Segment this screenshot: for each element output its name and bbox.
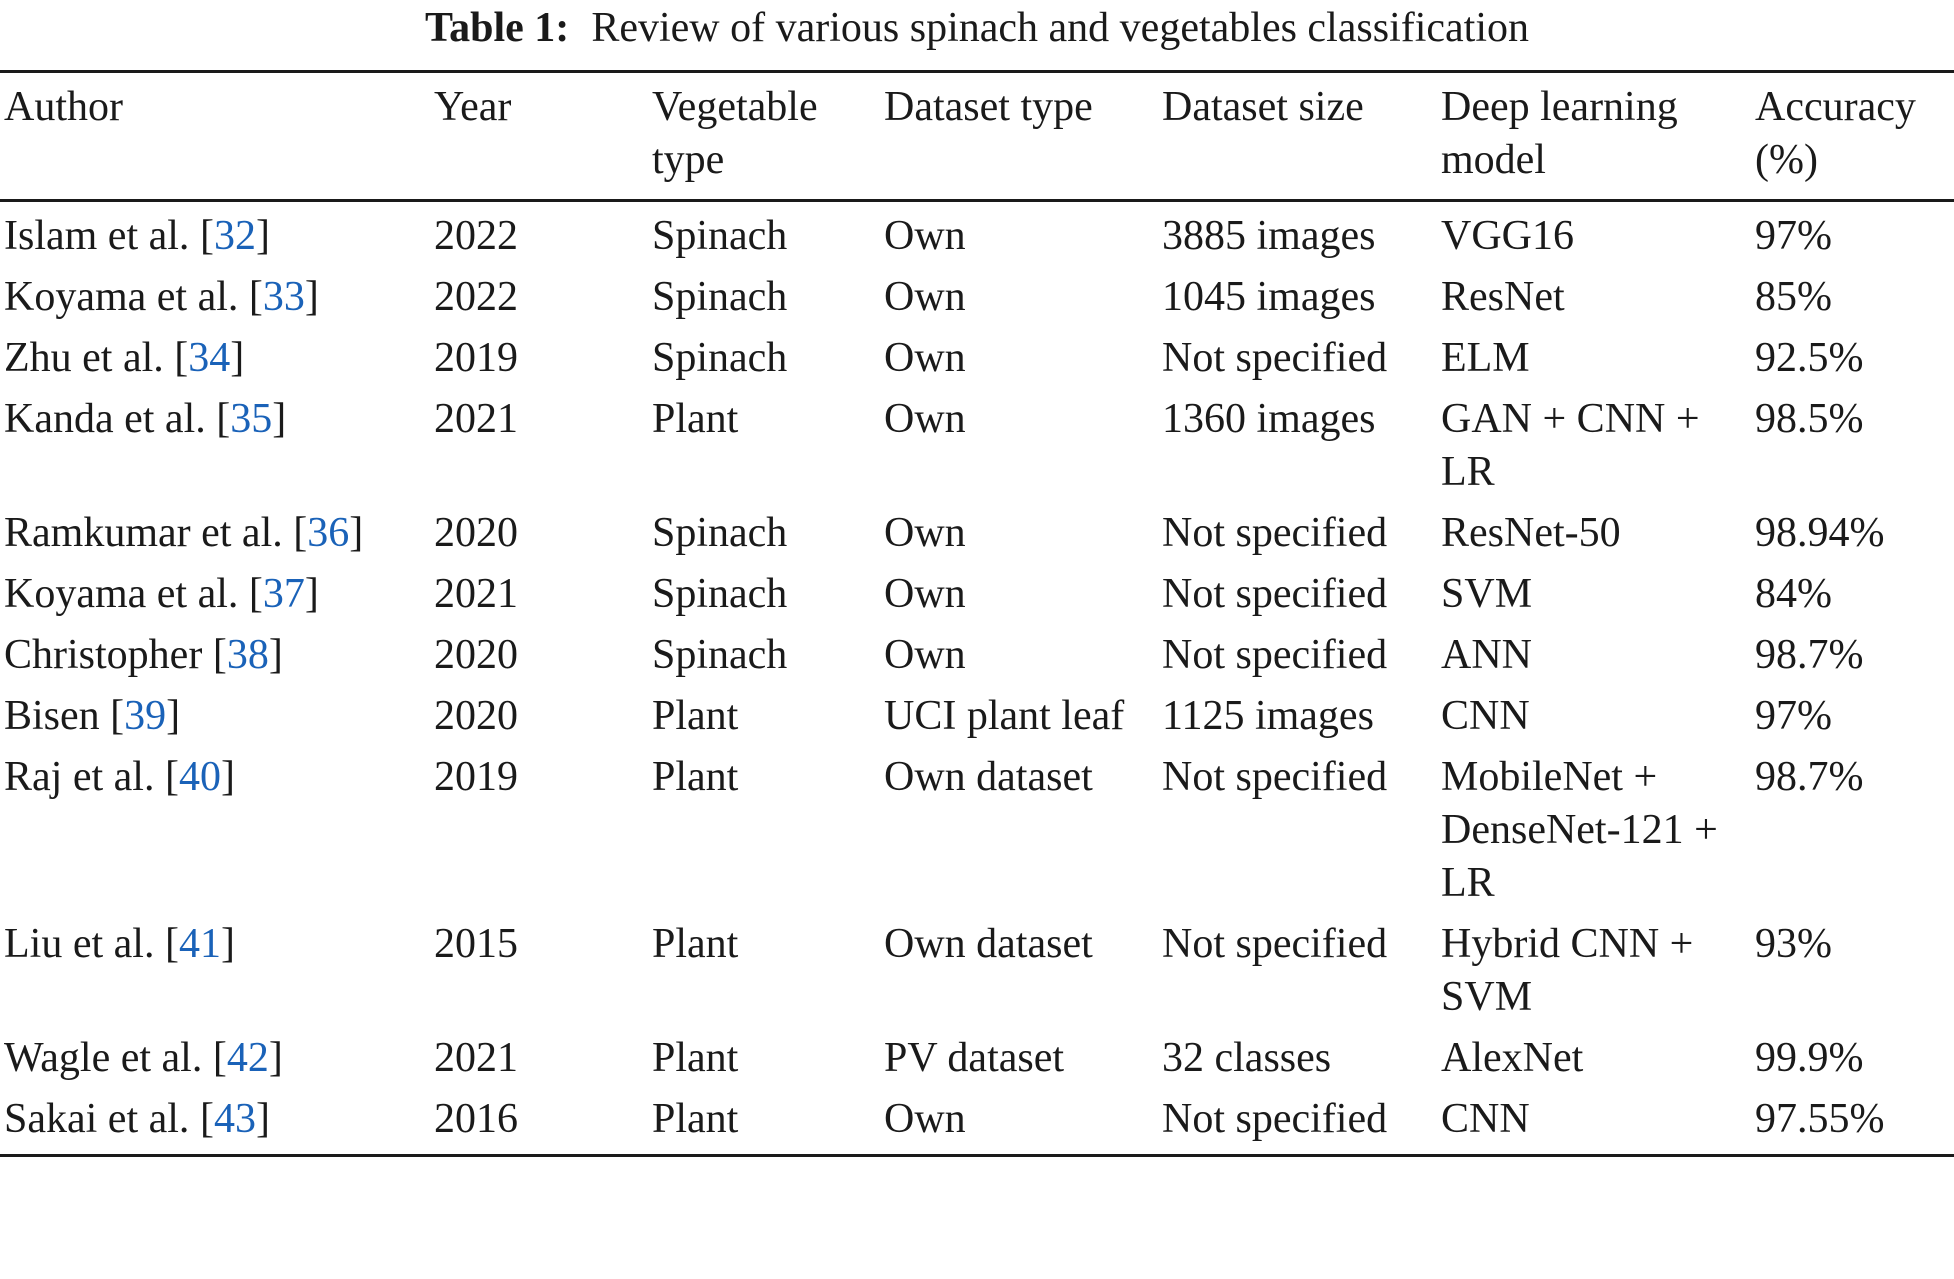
table-body: [0, 201, 1954, 1156]
column-header-dataset-size: Dataset size: [1162, 84, 1364, 130]
accuracy-cell: 85%: [1755, 274, 1832, 320]
dataset-type-cell: Own: [884, 510, 966, 556]
vegetable-type-cell: Spinach: [652, 510, 788, 556]
year-cell: 2021: [434, 396, 518, 442]
table-row: [0, 393, 1954, 507]
accuracy-cell: 98.7%: [1755, 754, 1864, 800]
vegetable-type-cell: Plant: [652, 1035, 739, 1081]
author-cell: Bisen [39]: [4, 693, 181, 739]
accuracy-cell: 98.5%: [1755, 396, 1864, 442]
author-name: Koyama et al.: [4, 274, 239, 320]
dataset-type-cell: Own: [884, 335, 966, 381]
author-name: Wagle et al.: [4, 1035, 203, 1081]
author-name: Bisen: [4, 693, 100, 739]
year-cell: 2019: [434, 754, 518, 800]
vegetable-type-cell: Plant: [652, 396, 739, 442]
author-name: Zhu et al.: [4, 335, 164, 381]
dataset-type-cell: Own: [884, 213, 966, 259]
model-cell: ResNet-50: [1441, 510, 1621, 556]
year-cell: 2016: [434, 1096, 518, 1142]
accuracy-cell: 84%: [1755, 571, 1832, 617]
dataset-size-cell: 1125 images: [1162, 693, 1374, 739]
author-cell: Koyama et al. [33]: [4, 274, 319, 320]
table-row: [0, 1093, 1954, 1156]
dataset-type-cell: Own dataset: [884, 921, 1093, 967]
reference-link[interactable]: 38: [226, 632, 269, 678]
author-cell: Raj et al. [40]: [4, 754, 235, 800]
table-row: [0, 201, 1954, 272]
year-cell: 2022: [434, 274, 518, 320]
vegetable-type-cell: Plant: [652, 693, 739, 739]
dataset-size-cell: 1360 images: [1162, 396, 1376, 442]
reference-link[interactable]: 32: [213, 213, 256, 259]
review-table-container: [0, 70, 1954, 1157]
accuracy-cell: 97.55%: [1755, 1096, 1885, 1142]
year-cell: 2015: [434, 921, 518, 967]
accuracy-cell: 98.94%: [1755, 510, 1885, 556]
model-cell: AlexNet: [1441, 1035, 1584, 1081]
year-cell: 2020: [434, 632, 518, 678]
model-cell: MobileNet + DenseNet-121 + LR: [1441, 754, 1718, 906]
table-row: [0, 271, 1954, 332]
reference-link[interactable]: 43: [213, 1096, 256, 1142]
reference-link[interactable]: 39: [124, 693, 167, 739]
model-cell: Hybrid CNN + SVM: [1441, 921, 1694, 1020]
year-cell: 2021: [434, 1035, 518, 1081]
table-row: [0, 751, 1954, 918]
reference-link[interactable]: 34: [188, 335, 231, 381]
model-cell: SVM: [1441, 571, 1533, 617]
reference-link[interactable]: 33: [262, 274, 305, 320]
table-row: [0, 568, 1954, 629]
reference-link[interactable]: 40: [178, 754, 221, 800]
vegetable-type-cell: Plant: [652, 1096, 739, 1142]
dataset-size-cell: Not specified: [1162, 1096, 1388, 1142]
reference-link[interactable]: 41: [178, 921, 221, 967]
author-name: Raj et al.: [4, 754, 155, 800]
table-row: [0, 1032, 1954, 1093]
model-cell: GAN + CNN + LR: [1441, 396, 1700, 495]
accuracy-cell: 92.5%: [1755, 335, 1864, 381]
vegetable-type-cell: Plant: [652, 754, 739, 800]
accuracy-cell: 93%: [1755, 921, 1832, 967]
dataset-size-cell: Not specified: [1162, 510, 1388, 556]
dataset-type-cell: Own: [884, 571, 966, 617]
model-cell: ResNet: [1441, 274, 1565, 320]
table-row: [0, 332, 1954, 393]
vegetable-type-cell: Spinach: [652, 571, 788, 617]
table-header-row: [0, 72, 1954, 201]
review-table: [0, 70, 1954, 1157]
dataset-type-cell: Own dataset: [884, 754, 1093, 800]
author-cell: Ramkumar et al. [36]: [4, 510, 364, 556]
year-cell: 2020: [434, 693, 518, 739]
dataset-size-cell: Not specified: [1162, 921, 1388, 967]
dataset-type-cell: Own: [884, 632, 966, 678]
author-cell: Christopher [38]: [4, 632, 283, 678]
vegetable-type-cell: Spinach: [652, 632, 788, 678]
vegetable-type-cell: Spinach: [652, 274, 788, 320]
dataset-size-cell: Not specified: [1162, 632, 1388, 678]
author-cell: Liu et al. [41]: [4, 921, 235, 967]
dataset-type-cell: Own: [884, 274, 966, 320]
vegetable-type-cell: Spinach: [652, 335, 788, 381]
accuracy-cell: 97%: [1755, 213, 1832, 259]
model-cell: VGG16: [1441, 213, 1574, 259]
author-cell: Wagle et al. [42]: [4, 1035, 283, 1081]
model-cell: ANN: [1441, 632, 1532, 678]
accuracy-cell: 97%: [1755, 693, 1832, 739]
reference-link[interactable]: 37: [262, 571, 305, 617]
model-cell: CNN: [1441, 1096, 1530, 1142]
table-caption: [0, 0, 1954, 56]
column-header-deep-learning-model: Deep learning model: [1441, 84, 1678, 183]
year-cell: 2021: [434, 571, 518, 617]
vegetable-type-cell: Plant: [652, 921, 739, 967]
author-name: Kanda et al.: [4, 396, 206, 442]
table-row: [0, 690, 1954, 751]
reference-link[interactable]: 42: [226, 1035, 269, 1081]
dataset-type-cell: UCI plant leaf: [884, 693, 1125, 739]
column-header-accuracy: Accuracy (%): [1755, 84, 1916, 183]
author-cell: Islam et al. [32]: [4, 213, 270, 259]
year-cell: 2020: [434, 510, 518, 556]
table-row: [0, 918, 1954, 1032]
accuracy-cell: 99.9%: [1755, 1035, 1864, 1081]
reference-link[interactable]: 36: [307, 510, 350, 556]
author-cell: Koyama et al. [37]: [4, 571, 319, 617]
author-name: Sakai et al.: [4, 1096, 190, 1142]
column-header-author: Author: [4, 84, 123, 130]
dataset-type-cell: Own: [884, 396, 966, 442]
year-cell: 2019: [434, 335, 518, 381]
author-cell: Zhu et al. [34]: [4, 335, 245, 381]
model-cell: CNN: [1441, 693, 1530, 739]
reference-link[interactable]: 35: [230, 396, 273, 442]
dataset-size-cell: 3885 images: [1162, 213, 1376, 259]
author-name: Christopher: [4, 632, 203, 678]
dataset-size-cell: 32 classes: [1162, 1035, 1332, 1081]
table-row: [0, 629, 1954, 690]
dataset-size-cell: 1045 images: [1162, 274, 1376, 320]
table-caption-label: Table 1:: [424, 5, 570, 51]
column-header-year: Year: [434, 84, 512, 130]
dataset-type-cell: Own: [884, 1096, 966, 1142]
year-cell: 2022: [434, 213, 518, 259]
author-cell: Sakai et al. [43]: [4, 1096, 270, 1142]
dataset-size-cell: Not specified: [1162, 754, 1388, 800]
table-row: [0, 507, 1954, 568]
column-header-dataset-type: Dataset type: [884, 84, 1093, 130]
author-name: Koyama et al.: [4, 571, 239, 617]
author-name: Liu et al.: [4, 921, 155, 967]
accuracy-cell: 98.7%: [1755, 632, 1864, 678]
table-caption-text: Review of various spinach and vegetables classification: [591, 5, 1530, 51]
author-name: Islam et al.: [4, 213, 190, 259]
author-name: Ramkumar et al.: [4, 510, 283, 556]
model-cell: ELM: [1441, 335, 1530, 381]
dataset-type-cell: PV dataset: [884, 1035, 1065, 1081]
dataset-size-cell: Not specified: [1162, 335, 1388, 381]
dataset-size-cell: Not specified: [1162, 571, 1388, 617]
column-header-vegetable-type: Vegetable type: [652, 84, 818, 183]
vegetable-type-cell: Spinach: [652, 213, 788, 259]
author-cell: Kanda et al. [35]: [4, 396, 287, 442]
